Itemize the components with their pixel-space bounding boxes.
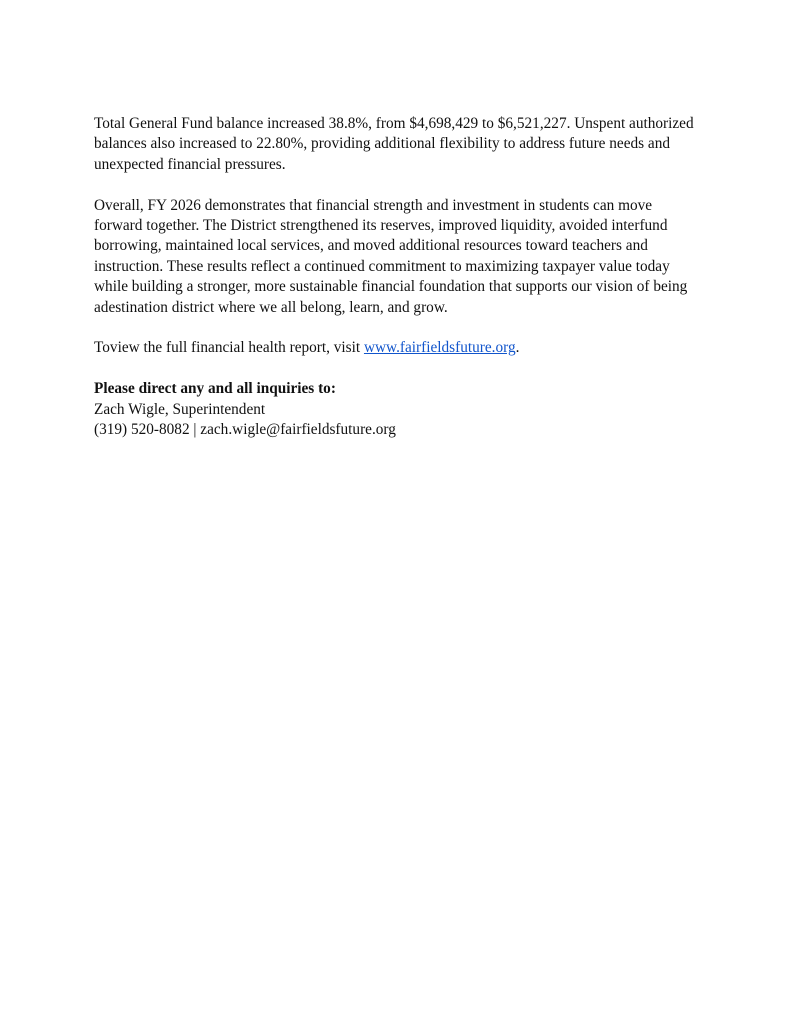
contact-heading: Please direct any and all inquiries to: xyxy=(94,380,336,398)
report-line xyxy=(94,338,702,358)
report-website-link[interactable]: www.fairfieldsfuture.org xyxy=(363,339,516,357)
contact-name-title: Zach Wigle, Superintendent xyxy=(94,400,266,418)
report-line-suffix: . xyxy=(515,339,520,357)
overall-summary-paragraph: Overall, FY 2026 demonstrates that financial strength and investment in students can move forward together. The District strengthened its reserves, improved liquidity, avoided interfund borrowing, maintained local services, and moved additional resources toward teachers and instruction. These results reflect a continued commitment to maximizing taxpayer value today while building a stronger, more sustainable financial foundation that supports our vision of being adestination district where we all belong, learn, and grow. xyxy=(94,196,688,316)
report-line-prefix: Toview the full financial health report, visit xyxy=(94,339,364,357)
contact-phone-email: (319) 520-8082 | zach.wigle@fairfieldsfuture.org xyxy=(94,421,396,439)
contact-block xyxy=(94,379,702,440)
general-fund-paragraph: Total General Fund balance increased 38.8%, from $4,698,429 to $6,521,227. Unspent authorized balances also increased to 22.80%, providing additional flexibility to address future needs and unexpected financial pressures. xyxy=(94,115,694,173)
document-body xyxy=(94,114,702,440)
